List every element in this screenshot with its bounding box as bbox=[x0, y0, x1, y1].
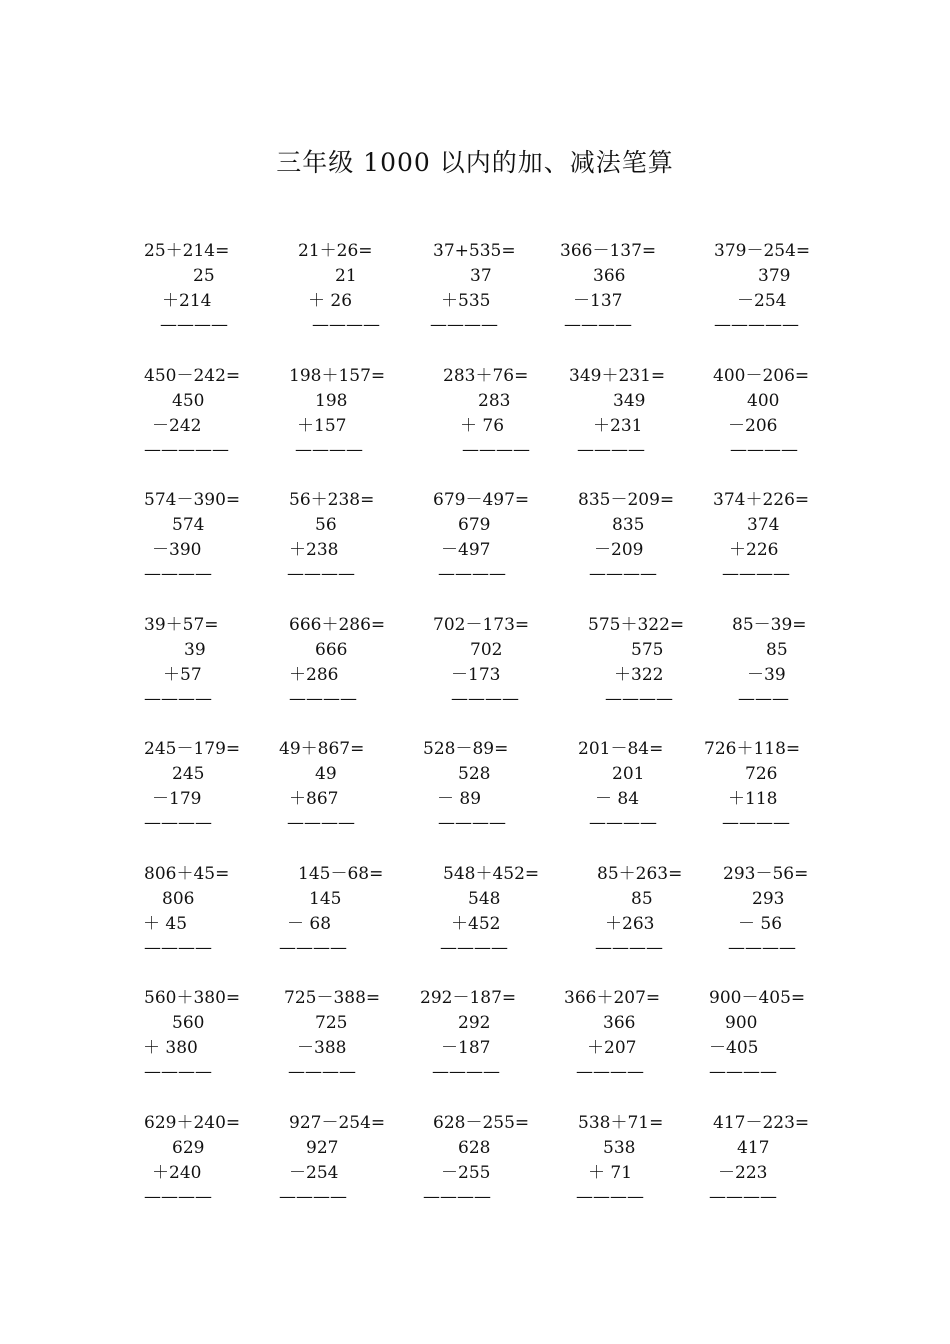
problem-13-equation: 679－497= bbox=[433, 490, 530, 510]
problem-33-operator-operand: －187 bbox=[441, 1037, 491, 1058]
problem-10-answer-line: ———— bbox=[730, 440, 798, 461]
problem-40-operator-operand: －223 bbox=[718, 1162, 768, 1183]
problem-11-equation: 574－390= bbox=[144, 490, 241, 510]
problem-19-operator-operand: ＋322 bbox=[614, 664, 664, 685]
problem-22-operator-operand: ＋867 bbox=[289, 788, 339, 809]
problem-39-top-operand: 538 bbox=[603, 1137, 636, 1158]
problem-24-answer-line: ———— bbox=[589, 813, 657, 834]
problem-25-equation: 726＋118= bbox=[704, 739, 801, 759]
problem-27-equation: 145－68= bbox=[298, 864, 384, 884]
problem-14-operator-operand: －209 bbox=[594, 539, 644, 560]
problem-16-answer-line: ———— bbox=[144, 689, 212, 710]
problem-27-operator-operand: － 68 bbox=[287, 913, 332, 934]
problem-34-top-operand: 366 bbox=[603, 1012, 636, 1033]
problem-12-operator-operand: ＋238 bbox=[289, 539, 339, 560]
problem-19-top-operand: 575 bbox=[631, 639, 664, 660]
problem-34-operator-operand: ＋207 bbox=[587, 1037, 637, 1058]
problem-4-operator-operand: －137 bbox=[573, 290, 623, 311]
problem-20-operator-operand: －39 bbox=[747, 664, 786, 685]
problem-27-top-operand: 145 bbox=[309, 888, 342, 909]
problem-33-equation: 292－187= bbox=[420, 988, 517, 1008]
problem-29-top-operand: 85 bbox=[631, 888, 653, 909]
problem-12-top-operand: 56 bbox=[315, 514, 337, 535]
problem-5-top-operand: 379 bbox=[758, 265, 791, 286]
problem-9-equation: 349＋231= bbox=[569, 366, 666, 386]
problem-28-operator-operand: ＋452 bbox=[451, 913, 501, 934]
problem-26-equation: 806＋45= bbox=[144, 864, 230, 884]
problem-32-operator-operand: －388 bbox=[297, 1037, 347, 1058]
problem-25-operator-operand: ＋118 bbox=[728, 788, 778, 809]
problem-23-answer-line: ———— bbox=[438, 813, 506, 834]
problem-38-answer-line: ———— bbox=[423, 1187, 491, 1208]
problem-37-equation: 927－254= bbox=[289, 1113, 386, 1133]
problem-6-answer-line: ————— bbox=[144, 440, 229, 461]
problem-28-equation: 548＋452= bbox=[443, 864, 540, 884]
problem-28-answer-line: ———— bbox=[440, 938, 508, 959]
problem-11-answer-line: ———— bbox=[144, 564, 212, 585]
problem-17-operator-operand: ＋286 bbox=[289, 664, 339, 685]
problem-18-operator-operand: －173 bbox=[451, 664, 501, 685]
problem-12-answer-line: ———— bbox=[287, 564, 355, 585]
problem-37-top-operand: 927 bbox=[306, 1137, 339, 1158]
problem-15-equation: 374＋226= bbox=[713, 490, 810, 510]
problem-30-operator-operand: － 56 bbox=[738, 913, 783, 934]
problem-35-operator-operand: －405 bbox=[709, 1037, 759, 1058]
problem-13-operator-operand: －497 bbox=[441, 539, 491, 560]
problem-22-answer-line: ———— bbox=[287, 813, 355, 834]
problem-25-answer-line: ———— bbox=[722, 813, 790, 834]
problem-30-top-operand: 293 bbox=[752, 888, 785, 909]
problem-3-answer-line: ———— bbox=[430, 315, 498, 336]
problem-33-answer-line: ———— bbox=[432, 1062, 500, 1083]
problem-36-equation: 629＋240= bbox=[144, 1113, 241, 1133]
problem-9-answer-line: ———— bbox=[577, 440, 645, 461]
problem-8-operator-operand: ＋ 76 bbox=[460, 415, 505, 436]
problem-24-top-operand: 201 bbox=[612, 763, 645, 784]
problem-2-equation: 21＋26= bbox=[298, 241, 373, 261]
problem-4-top-operand: 366 bbox=[593, 265, 626, 286]
problem-6-operator-operand: －242 bbox=[152, 415, 202, 436]
problem-38-equation: 628－255= bbox=[433, 1113, 530, 1133]
problem-19-equation: 575＋322= bbox=[588, 615, 685, 635]
problem-28-top-operand: 548 bbox=[468, 888, 501, 909]
problem-33-top-operand: 292 bbox=[458, 1012, 491, 1033]
problem-10-equation: 400－206= bbox=[713, 366, 810, 386]
problem-32-answer-line: ———— bbox=[288, 1062, 356, 1083]
problem-37-operator-operand: －254 bbox=[289, 1162, 339, 1183]
problem-4-answer-line: ———— bbox=[564, 315, 632, 336]
problem-3-top-operand: 37 bbox=[470, 265, 492, 286]
problem-14-top-operand: 835 bbox=[612, 514, 645, 535]
problem-21-operator-operand: －179 bbox=[152, 788, 202, 809]
problem-29-operator-operand: ＋263 bbox=[605, 913, 655, 934]
problem-16-top-operand: 39 bbox=[184, 639, 206, 660]
problem-8-equation: 283＋76= bbox=[443, 366, 529, 386]
problem-31-top-operand: 560 bbox=[172, 1012, 205, 1033]
problem-11-top-operand: 574 bbox=[172, 514, 205, 535]
problem-1-answer-line: ———— bbox=[160, 315, 228, 336]
problem-38-top-operand: 628 bbox=[458, 1137, 491, 1158]
problem-22-equation: 49＋867= bbox=[279, 739, 365, 759]
page-title: 三年级 1000 以内的加、减法笔算 bbox=[276, 148, 674, 177]
problem-25-top-operand: 726 bbox=[745, 763, 778, 784]
problem-5-operator-operand: －254 bbox=[737, 290, 787, 311]
problem-31-answer-line: ———— bbox=[144, 1062, 212, 1083]
problem-31-equation: 560＋380= bbox=[144, 988, 241, 1008]
problem-2-answer-line: ———— bbox=[312, 315, 380, 336]
problem-17-answer-line: ———— bbox=[289, 689, 357, 710]
problem-34-equation: 366＋207= bbox=[564, 988, 661, 1008]
problem-39-operator-operand: ＋ 71 bbox=[588, 1162, 633, 1183]
problem-16-operator-operand: ＋57 bbox=[163, 664, 202, 685]
problem-21-answer-line: ———— bbox=[144, 813, 212, 834]
problem-32-equation: 725－388= bbox=[284, 988, 381, 1008]
problem-7-top-operand: 198 bbox=[315, 390, 348, 411]
problem-13-top-operand: 679 bbox=[458, 514, 491, 535]
problem-23-equation: 528－89= bbox=[423, 739, 509, 759]
problem-4-equation: 366－137= bbox=[560, 241, 657, 261]
problem-20-answer-line: ——— bbox=[738, 689, 789, 710]
problem-1-operator-operand: ＋214 bbox=[162, 290, 212, 311]
problem-38-operator-operand: －255 bbox=[441, 1162, 491, 1183]
problem-31-operator-operand: ＋ 380 bbox=[143, 1037, 198, 1058]
problem-15-operator-operand: ＋226 bbox=[729, 539, 779, 560]
problem-15-top-operand: 374 bbox=[747, 514, 780, 535]
problem-23-top-operand: 528 bbox=[458, 763, 491, 784]
problem-14-answer-line: ———— bbox=[589, 564, 657, 585]
problem-17-top-operand: 666 bbox=[315, 639, 348, 660]
problem-35-top-operand: 900 bbox=[725, 1012, 758, 1033]
problem-37-answer-line: ———— bbox=[279, 1187, 347, 1208]
problem-36-answer-line: ———— bbox=[144, 1187, 212, 1208]
problem-1-equation: 25＋214= bbox=[144, 241, 230, 261]
problem-15-answer-line: ———— bbox=[722, 564, 790, 585]
problem-9-operator-operand: ＋231 bbox=[593, 415, 643, 436]
problem-21-top-operand: 245 bbox=[172, 763, 205, 784]
problem-19-answer-line: ———— bbox=[605, 689, 673, 710]
problem-7-equation: 198＋157= bbox=[289, 366, 386, 386]
problem-1-top-operand: 25 bbox=[193, 265, 215, 286]
problem-6-equation: 450－242= bbox=[144, 366, 241, 386]
problem-7-answer-line: ———— bbox=[295, 440, 363, 461]
problem-8-answer-line: ———— bbox=[462, 440, 530, 461]
problem-32-top-operand: 725 bbox=[315, 1012, 348, 1033]
problem-23-operator-operand: － 89 bbox=[437, 788, 482, 809]
problem-11-operator-operand: －390 bbox=[152, 539, 202, 560]
problem-36-top-operand: 629 bbox=[172, 1137, 205, 1158]
problem-16-equation: 39＋57= bbox=[144, 615, 219, 635]
problem-30-answer-line: ———— bbox=[728, 938, 796, 959]
problem-17-equation: 666＋286= bbox=[289, 615, 386, 635]
problem-35-answer-line: ———— bbox=[709, 1062, 777, 1083]
problem-26-answer-line: ———— bbox=[144, 938, 212, 959]
problem-40-top-operand: 417 bbox=[737, 1137, 770, 1158]
problem-9-top-operand: 349 bbox=[613, 390, 646, 411]
problem-5-equation: 379－254= bbox=[714, 241, 811, 261]
problem-12-equation: 56＋238= bbox=[289, 490, 375, 510]
problem-36-operator-operand: ＋240 bbox=[152, 1162, 202, 1183]
problem-29-equation: 85＋263= bbox=[597, 864, 683, 884]
problem-18-answer-line: ———— bbox=[451, 689, 519, 710]
problem-18-top-operand: 702 bbox=[470, 639, 503, 660]
problem-5-answer-line: ————— bbox=[714, 315, 799, 336]
problem-27-answer-line: ———— bbox=[279, 938, 347, 959]
problem-20-equation: 85－39= bbox=[732, 615, 807, 635]
problem-21-equation: 245－179= bbox=[144, 739, 241, 759]
problem-3-equation: 37+535= bbox=[433, 241, 516, 261]
problem-22-top-operand: 49 bbox=[315, 763, 337, 784]
problem-39-equation: 538＋71= bbox=[578, 1113, 664, 1133]
problem-13-answer-line: ———— bbox=[438, 564, 506, 585]
problem-2-operator-operand: ＋ 26 bbox=[308, 290, 353, 311]
problem-35-equation: 900－405= bbox=[709, 988, 806, 1008]
problem-24-operator-operand: － 84 bbox=[595, 788, 640, 809]
problem-39-answer-line: ———— bbox=[576, 1187, 644, 1208]
problem-2-top-operand: 21 bbox=[335, 265, 357, 286]
problem-40-equation: 417－223= bbox=[713, 1113, 810, 1133]
problem-8-top-operand: 283 bbox=[478, 390, 511, 411]
problem-40-answer-line: ———— bbox=[709, 1187, 777, 1208]
problem-3-operator-operand: ＋535 bbox=[441, 290, 491, 311]
problem-18-equation: 702－173= bbox=[433, 615, 530, 635]
problem-20-top-operand: 85 bbox=[766, 639, 788, 660]
problem-10-operator-operand: －206 bbox=[728, 415, 778, 436]
problem-24-equation: 201－84= bbox=[578, 739, 664, 759]
problem-34-answer-line: ———— bbox=[576, 1062, 644, 1083]
problem-29-answer-line: ———— bbox=[595, 938, 663, 959]
problem-10-top-operand: 400 bbox=[747, 390, 780, 411]
problem-30-equation: 293－56= bbox=[723, 864, 809, 884]
problem-7-operator-operand: ＋157 bbox=[297, 415, 347, 436]
problem-26-top-operand: 806 bbox=[162, 888, 195, 909]
problem-6-top-operand: 450 bbox=[172, 390, 205, 411]
problem-14-equation: 835－209= bbox=[578, 490, 675, 510]
problem-26-operator-operand: ＋ 45 bbox=[143, 913, 188, 934]
